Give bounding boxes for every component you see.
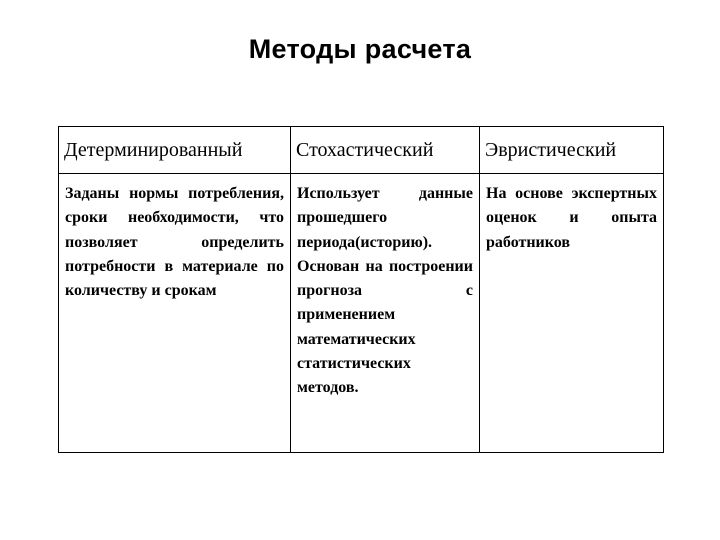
cell-deterministic: Заданы нормы потребления, сроки необходимости, что позволяет определить потребности в материале по количеству и срокам [59,174,291,453]
page-title: Методы расчета [248,34,472,64]
cell-heuristic: На основе экспертных оценок и опыта работников [480,174,664,453]
header-stochastic: Стохастический [291,127,480,174]
header-deterministic: Детерминированный [59,127,291,174]
header-heuristic: Эвристический [480,127,664,174]
table-row [59,174,664,453]
cell-stochastic: Использует данные прошедшего периода(историю). Основан на построении прогноза с применением математических статистических методов. [291,174,480,453]
methods-table [58,126,664,453]
table-header-row [59,127,664,174]
